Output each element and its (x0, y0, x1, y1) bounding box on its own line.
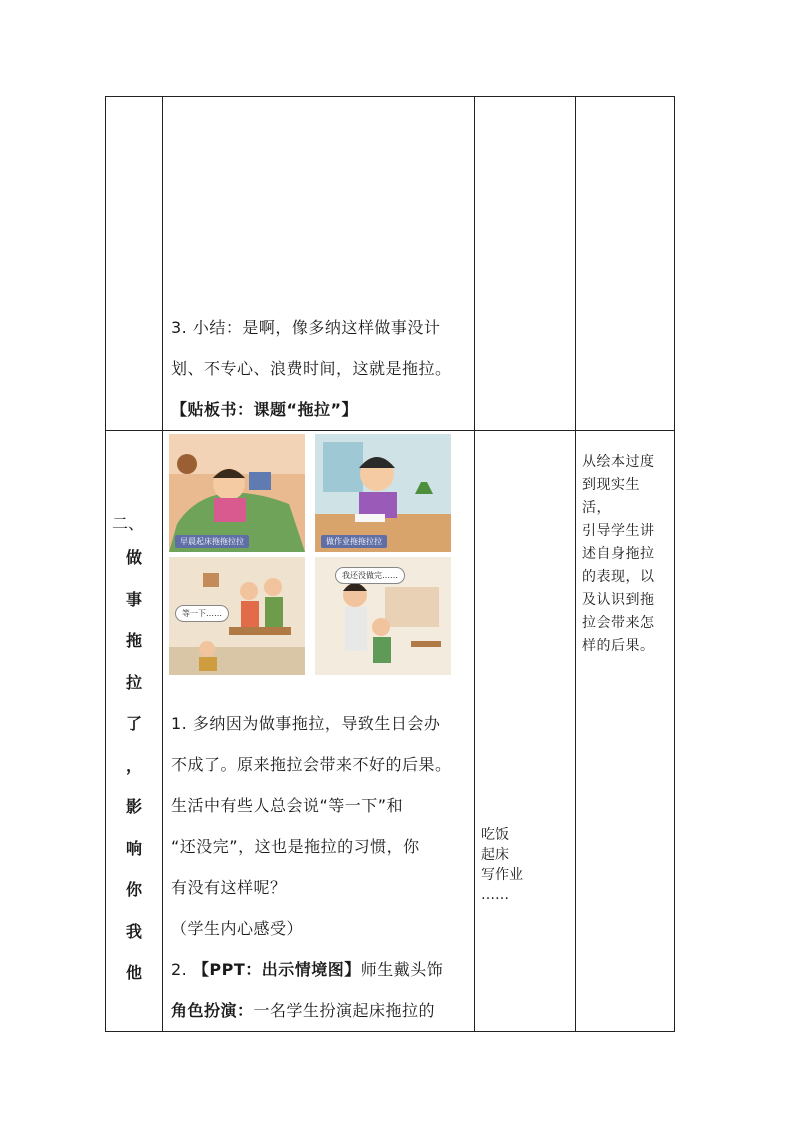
speech-bubble: 我还没做完…… (335, 567, 405, 584)
paragraph-line: 1. 多纳因为做事拖拉，导致生日会办 (171, 714, 441, 733)
section-char: 拉 (125, 672, 142, 692)
student-activity-cell (475, 431, 576, 1032)
speech-bubble: 等一下…… (175, 605, 229, 622)
illustration-wait-a-moment (169, 557, 305, 675)
table-row (106, 431, 675, 1032)
step-2-ppt-label: 【PPT：出示情境图】 (192, 960, 361, 979)
activity-note: 起床 (481, 847, 509, 863)
table-row (106, 97, 675, 431)
design-line: 引导学生讲 (582, 523, 655, 539)
section-title-cell (106, 431, 163, 1032)
illustration-waking-late (169, 434, 305, 552)
design-intent-cell (576, 97, 675, 431)
illustration-homework (315, 434, 451, 552)
section-char: ， (125, 755, 142, 775)
student-feeling-note: （学生内心感受） (171, 919, 304, 938)
design-line: 到现实生活， (582, 477, 640, 516)
section-char: 你 (125, 880, 142, 899)
activity-cell (163, 97, 475, 431)
activity-note: 吃饭 (481, 827, 509, 843)
section-number: 二、 (112, 514, 145, 533)
step-2-text: 师生戴头饰 (360, 960, 444, 979)
step-2-line (171, 949, 468, 990)
board-note: 【贴板书：课题“拖拉”】 (171, 400, 359, 419)
section-char: 响 (125, 838, 142, 858)
activity-note: …… (481, 887, 509, 903)
paragraph-line: 不成了。原来拖拉会带来不好的后果。 (171, 755, 452, 774)
illustration-caption: 早晨起床拖拖拉拉 (175, 535, 249, 548)
illustration-caption: 做作业拖拖拉拉 (321, 535, 387, 548)
paragraph-line: 生活中有些人总会说“等一下”和 (171, 796, 404, 815)
section-char: 我 (125, 921, 142, 941)
section-char: 了 (125, 714, 142, 733)
design-line: 及认识到拖 (582, 592, 655, 608)
section-cell (106, 97, 163, 431)
step-2-prefix: 2. (171, 960, 193, 979)
section-char: 拖 (125, 631, 142, 650)
paragraph-line: “还没完”，这也是拖拉的习惯，你 (171, 837, 420, 856)
design-line: 拉会带来怎 (582, 615, 655, 631)
section-char: 他 (125, 963, 142, 982)
student-activity-cell (475, 97, 576, 431)
design-line: 的表现，以 (582, 569, 655, 585)
step-3-line (171, 990, 468, 1031)
role-play-text: 一名学生扮演起床拖拉的 (253, 1001, 436, 1020)
design-line: 样的后果。 (582, 638, 655, 654)
paragraph-line: 有没有这样呢？ (171, 878, 287, 897)
illustration-not-finished (315, 557, 451, 675)
illustration-grid (169, 434, 451, 677)
section-char: 事 (125, 589, 142, 609)
activity-cell (163, 431, 475, 1032)
design-line: 述自身拖拉 (582, 546, 655, 562)
lesson-plan-table (105, 96, 675, 1032)
summary-line-1: 3. 小结：是啊，像多纳这样做事没计 (171, 318, 441, 337)
section-char: 影 (125, 797, 142, 816)
design-intent-cell (576, 431, 675, 1032)
design-line: 从绘本过度 (582, 454, 655, 470)
role-play-label: 角色扮演： (171, 1001, 254, 1020)
activity-note: 写作业 (481, 867, 523, 883)
section-char: 做 (125, 548, 142, 567)
summary-line-2: 划、不专心、浪费时间，这就是拖拉。 (171, 359, 452, 378)
